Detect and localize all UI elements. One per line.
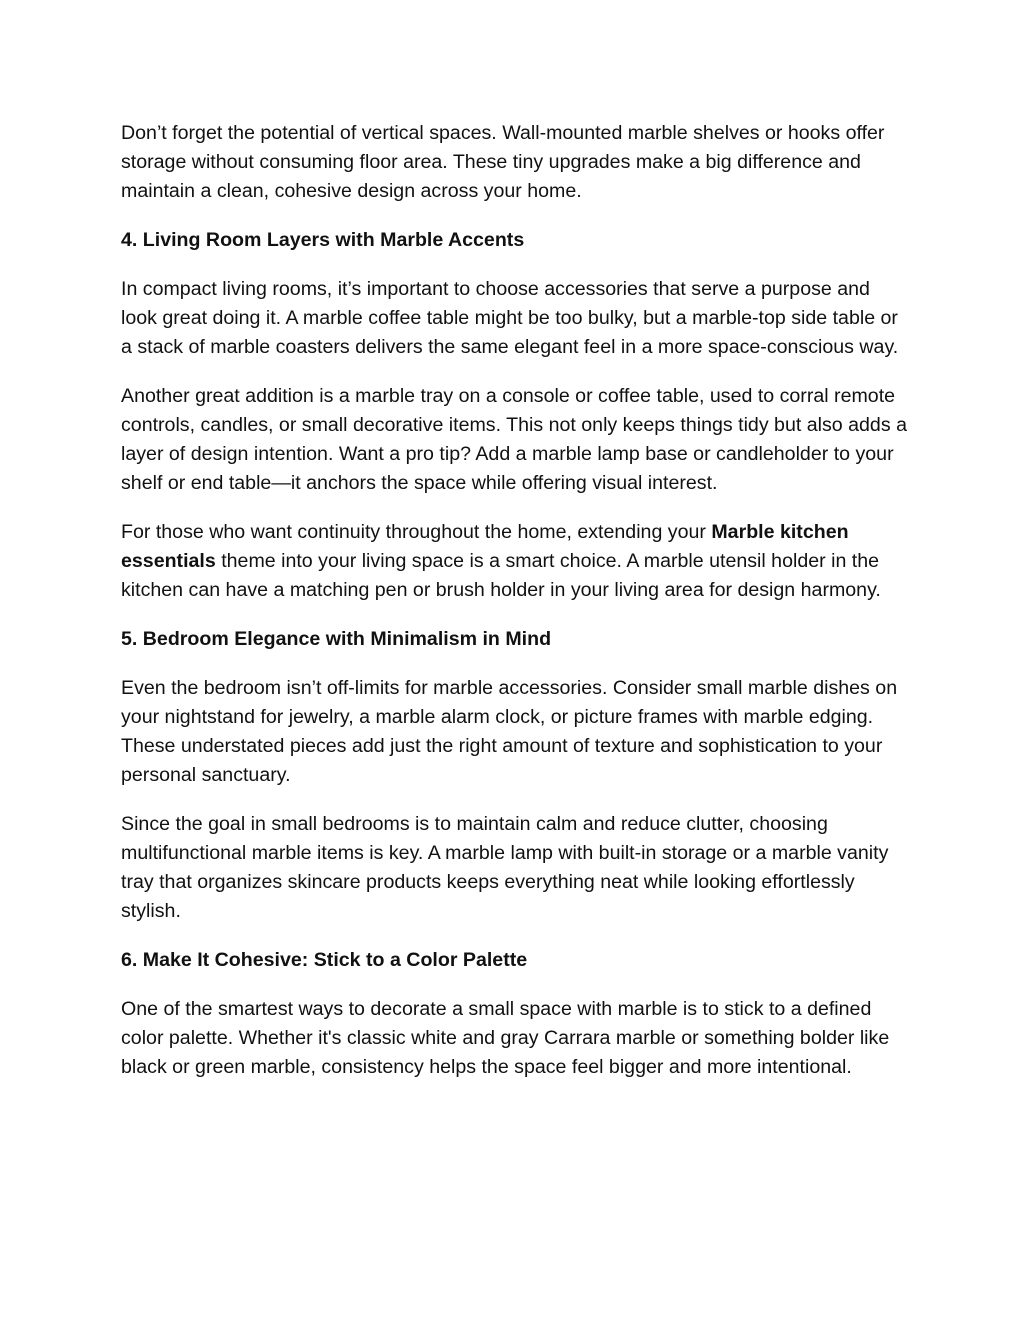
heading-living-room: 4. Living Room Layers with Marble Accents <box>121 229 525 251</box>
paragraph-marble-tray: Another great addition is a marble tray on a console or coffee table, used to corral remote controls, candles, or small decorative items. This not only keeps things tidy but also adds a layer of design intention. Want a pro tip? Add a marble lamp base or candleholder to your shelf or end table—it anchors the space while offering visual interest. <box>121 385 907 494</box>
marble-kitchen-essentials-bold: Marble kitchen essentials <box>121 521 849 572</box>
paragraph-continuity-after: theme into your living space is a smart choice. A marble utensil holder in the kitchen can have a matching pen or brush holder in your living area for design harmony. <box>121 550 881 601</box>
paragraph-color-palette: One of the smartest ways to decorate a small space with marble is to stick to a defined color palette. Whether it's classic white and gray Carrara marble or something bolder like black or green marble, consistency helps the space feel bigger and more intentional. <box>121 998 890 1078</box>
paragraph-bedroom-accessories: Even the bedroom isn’t off-limits for marble accessories. Consider small marble dishes on your nightstand for jewelry, a marble alarm clock, or picture frames with marble edging. These understated pieces add just the right amount of texture and sophistication to your personal sanctuary. <box>121 677 898 786</box>
paragraph-continuity-before: For those who want continuity throughout the home, extending your <box>121 521 712 543</box>
paragraph-vertical-spaces: Don’t forget the potential of vertical spaces. Wall-mounted marble shelves or hooks offer storage without consuming floor area. These tiny upgrades make a big difference and maintain a clean, cohesive design across your home. <box>121 122 885 202</box>
paragraph-small-bedrooms: Since the goal in small bedrooms is to maintain calm and reduce clutter, choosing multifunctional marble items is key. A marble lamp with built-in storage or a marble vanity tray that organizes skincare products keeps everything neat while looking effortlessly stylish. <box>121 813 889 922</box>
heading-color-palette: 6. Make It Cohesive: Stick to a Color Palette <box>121 949 528 971</box>
document-page <box>121 119 911 1102</box>
paragraph-continuity <box>121 518 911 605</box>
paragraph-compact-living-rooms: In compact living rooms, it’s important to choose accessories that serve a purpose and look great doing it. A marble coffee table might be too bulky, but a marble-top side table or a stack of marble coasters delivers the same elegant feel in a more space-conscious way. <box>121 278 899 358</box>
heading-bedroom: 5. Bedroom Elegance with Minimalism in Mind <box>121 628 552 650</box>
